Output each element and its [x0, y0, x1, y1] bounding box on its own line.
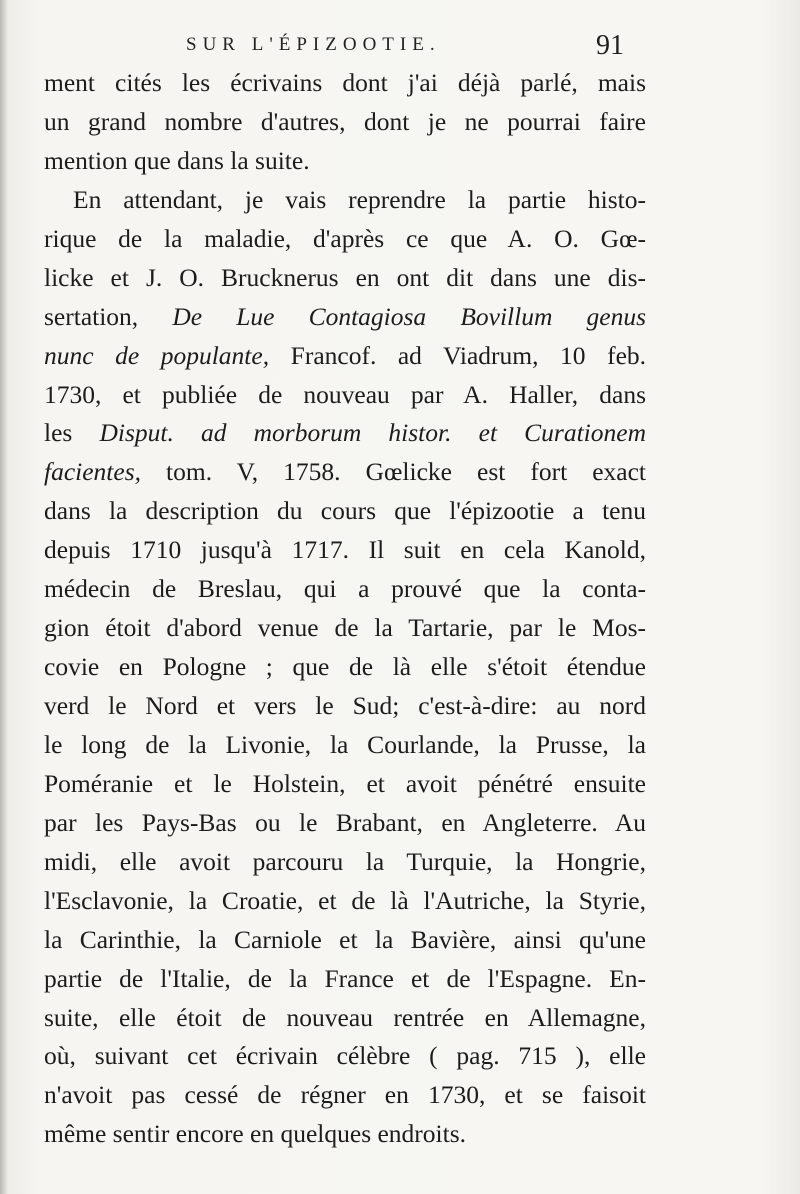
text-line: n'avoit pas cessé de régner en 1730, et se faisoit — [44, 1080, 646, 1110]
text-segment: les — [44, 418, 73, 448]
text-line-mixed — [44, 337, 646, 376]
running-title: SUR L'ÉPIZOOTIE. — [186, 34, 441, 55]
text-line: le long de la Livonie, la Courlande, la Prusse, la — [44, 729, 646, 759]
work-title-italic: Disput. ad morborum histor. et Curationem — [99, 418, 646, 448]
gutter-shadow — [0, 0, 8, 1194]
text-line: l'Esclavonie, la Croatie, et de là l'Autriche, la Styrie, — [44, 885, 646, 915]
text-line: dans la description du cours que l'épizootie a tenu — [44, 496, 646, 526]
text-line: mention que dans la suite. — [44, 145, 310, 175]
text-line-mixed — [44, 453, 646, 492]
text-line: un grand nombre d'autres, dont je ne pourrai faire — [44, 106, 646, 136]
text-line: par les Pays-Bas ou le Brabant, en Angleterre. Au — [44, 807, 646, 837]
text-line: Poméranie et le Holstein, et avoit pénétré ensuite — [44, 768, 646, 798]
text-line: 1730, et publiée de nouveau par A. Haller, dans — [44, 379, 646, 409]
work-title-italic: facientes, — [44, 457, 142, 487]
text-line: où, suivant cet écrivain célèbre ( pag. 715 ), elle — [44, 1041, 646, 1071]
text-line: ment cités les écrivains dont j'ai déjà parlé, mais — [44, 68, 646, 97]
text-line: suite, elle étoit de nouveau rentrée en Allemagne, — [44, 1002, 646, 1032]
text-line: rique de la maladie, d'après ce que A. O. Gœ- — [44, 223, 646, 253]
text-line: la Carinthie, la Carniole et la Bavière, ainsi qu'une — [44, 924, 646, 954]
body-text — [44, 64, 646, 1154]
text-line: médecin de Breslau, qui a prouvé que la conta- — [44, 574, 646, 604]
text-line: midi, elle avoit parcouru la Turquie, la Hongrie, — [44, 846, 646, 876]
text-line: depuis 1710 jusqu'à 1717. Il suit en cela Kanold, — [44, 535, 646, 565]
text-line: verd le Nord et vers le Sud; c'est-à-dire: au nord — [44, 691, 646, 720]
text-segment: tom. V, 1758. Gœlicke est fort exact — [166, 457, 646, 487]
page-number: 91 — [596, 30, 624, 61]
work-title-italic: De Lue Contagiosa Bovillum genus — [172, 301, 647, 331]
text-line-mixed — [44, 298, 646, 337]
running-head — [0, 30, 800, 64]
text-line: licke et J. O. Brucknerus en ont dit dans une dis- — [44, 262, 646, 292]
text-line: gion étoit d'abord venue de la Tartarie, par le Mos- — [44, 613, 646, 643]
text-segment: sertation, — [44, 301, 139, 331]
text-line: En attendant, je vais reprendre la partie histo- — [73, 184, 646, 214]
text-line: covie en Pologne ; que de là elle s'étoit étendue — [44, 652, 646, 682]
text-line: partie de l'Italie, de la France et de l'Espagne. En- — [44, 963, 646, 993]
text-line: même sentir encore en quelques endroits. — [44, 1119, 467, 1149]
text-line-mixed — [44, 414, 646, 453]
work-title-italic: nunc de populante, — [44, 340, 270, 370]
text-segment: Francof. ad Viadrum, 10 feb. — [290, 340, 647, 370]
